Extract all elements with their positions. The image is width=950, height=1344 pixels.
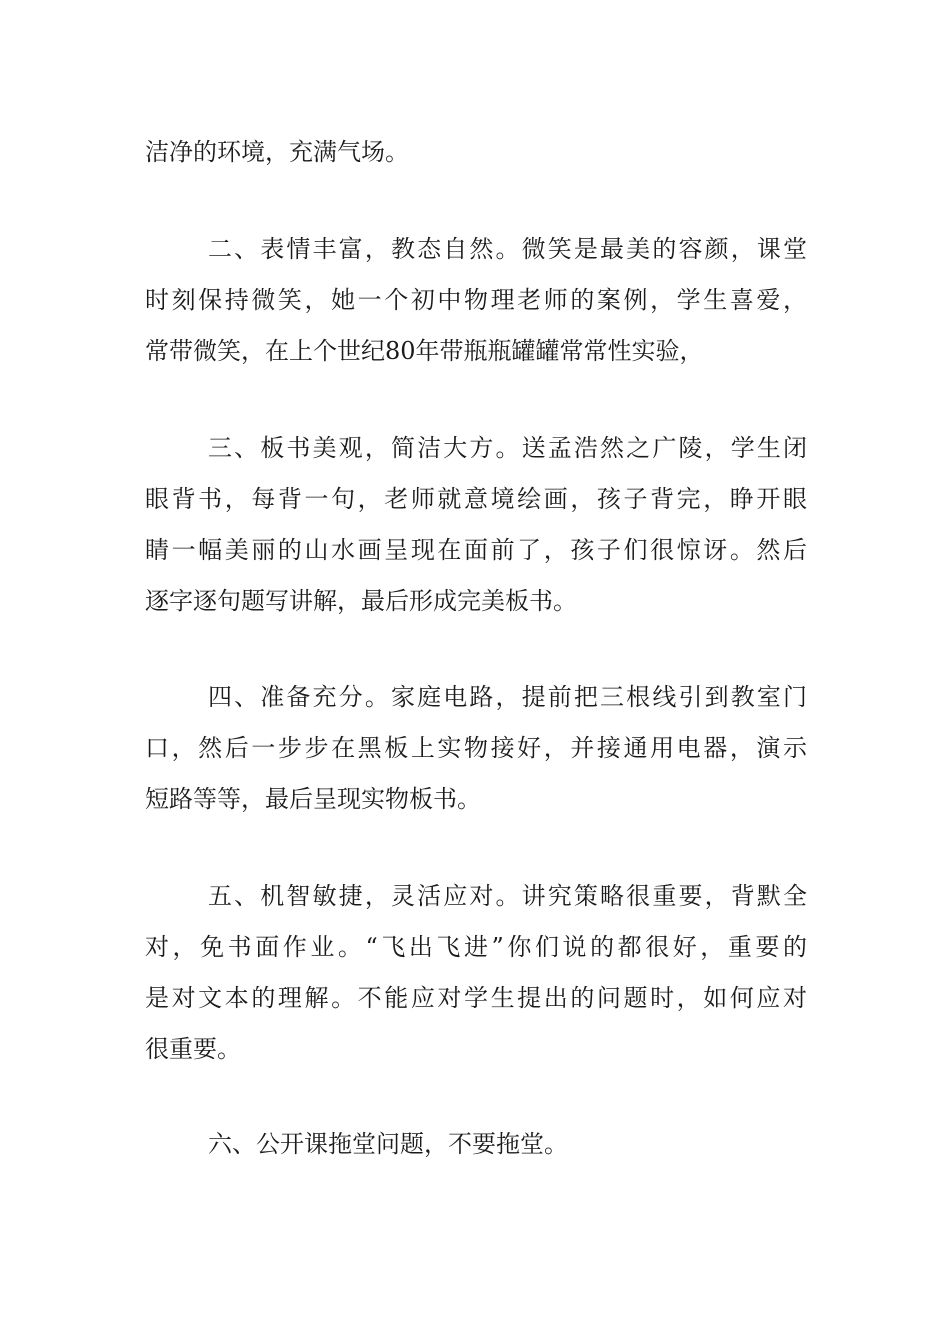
paragraph-section-4 <box>145 672 807 825</box>
paragraph-line: 常带微笑，在上个世纪80年带瓶瓶罐罐常常性实验， <box>145 337 704 365</box>
paragraph-section-3 <box>145 423 807 627</box>
paragraph-section-2 <box>145 224 807 377</box>
paragraph-line: 口，然后一步步在黑板上实物接好，并接通用电器，演示 <box>145 734 807 762</box>
paragraph-line: 对，免书面作业。“飞出飞进”你们说的都很好，重要的 <box>145 933 807 961</box>
paragraph-line: 四、准备充分。家庭电路，提前把三根线引到教室门 <box>208 683 807 711</box>
paragraph-line: 六、公开课拖堂问题，不要拖堂。 <box>208 1130 568 1158</box>
paragraph-section-6 <box>145 1119 807 1170</box>
paragraph-section-5 <box>145 871 807 1075</box>
paragraph-line: 五、机智敏捷，灵活应对。讲究策略很重要，背默全 <box>208 882 807 910</box>
paragraph-line: 睛一幅美丽的山水画呈现在面前了，孩子们很惊讶。然后 <box>145 536 807 564</box>
paragraph-line: 三、板书美观，简洁大方。送孟浩然之广陵，学生闭 <box>208 434 807 462</box>
paragraph-line: 眼背书，每背一句，老师就意境绘画，孩子背完，睁开眼 <box>145 485 807 513</box>
paragraph-line: 短路等等，最后呈现实物板书。 <box>145 785 481 813</box>
paragraph-line: 时刻保持微笑，她一个初中物理老师的案例，学生喜爱， <box>145 286 807 314</box>
paragraph-line: 逐字逐句题写讲解，最后形成完美板书。 <box>145 587 577 615</box>
paragraph-line: 二、表情丰富，教态自然。微笑是最美的容颜，课堂 <box>208 235 807 263</box>
paragraph-continuation <box>145 127 807 178</box>
paragraph-line: 洁净的环境，充满气场。 <box>145 138 409 166</box>
paragraph-line: 是对文本的理解。不能应对学生提出的问题时，如何应对 <box>145 984 807 1012</box>
paragraph-line: 很重要。 <box>145 1035 241 1063</box>
